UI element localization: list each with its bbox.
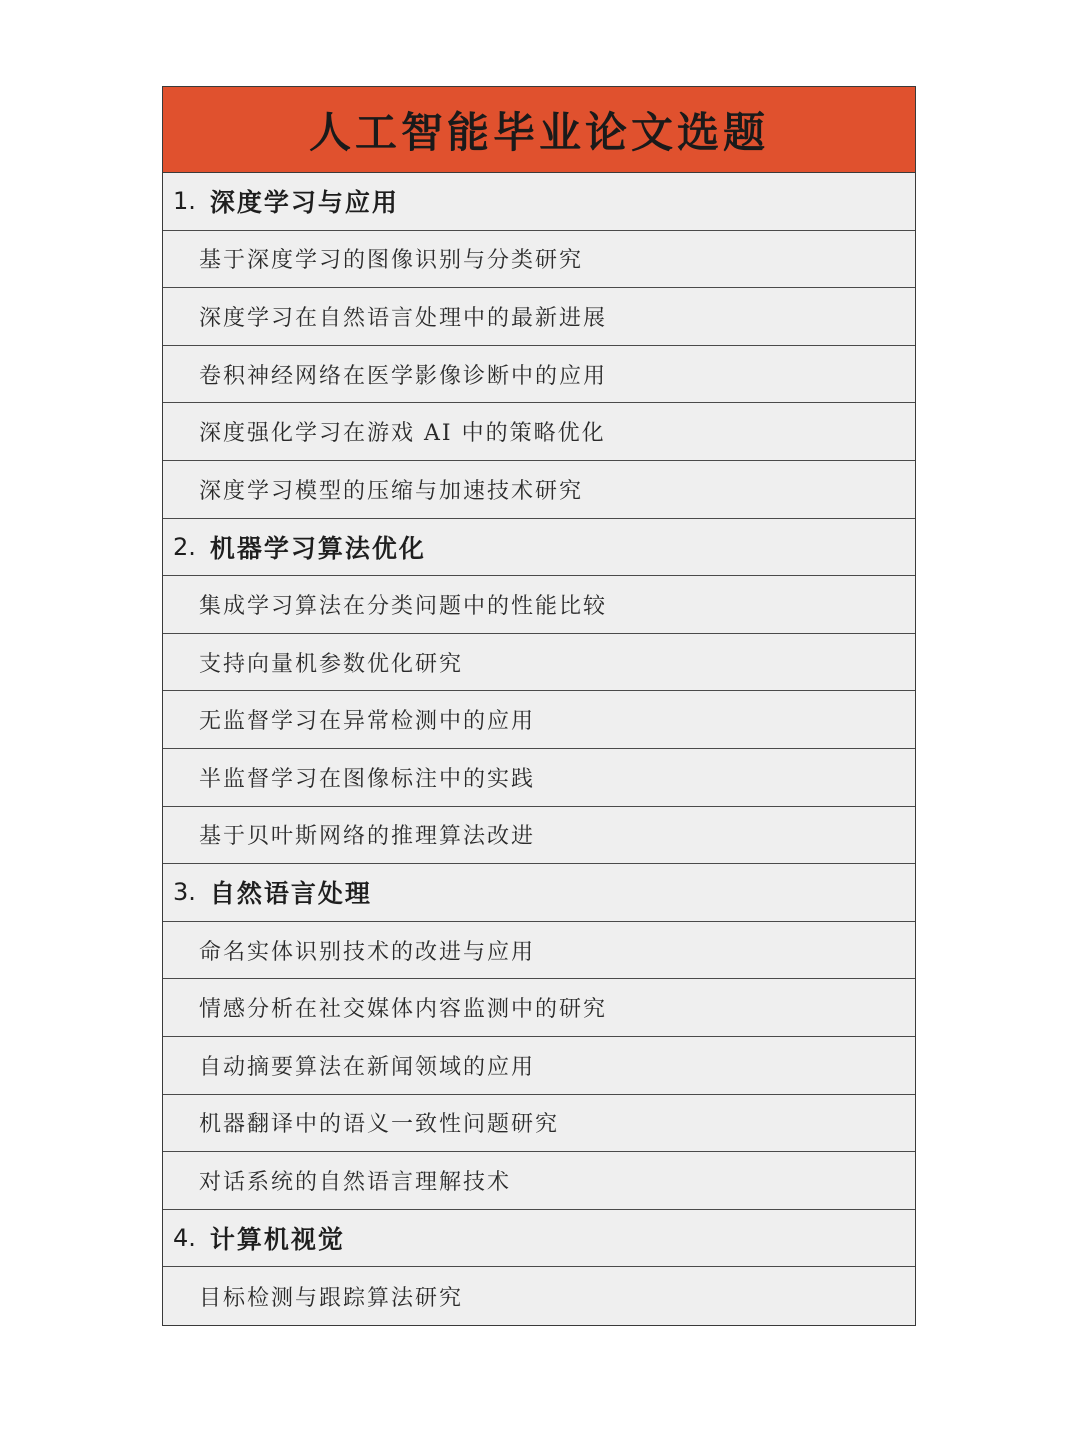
topic-row: [163, 1152, 915, 1210]
topic-table: [162, 86, 916, 1326]
topic-text: 对话系统的自然语言理解技术: [199, 1169, 512, 1195]
section-number: 3.: [173, 878, 196, 907]
topic-row: [163, 634, 915, 692]
topic-text: 深度学习模型的压缩与加速技术研究: [199, 478, 584, 504]
topic-list: [163, 173, 915, 1325]
section-heading: 计算机视觉: [209, 1224, 345, 1254]
topic-row: [163, 231, 915, 289]
topic-row: [163, 403, 915, 461]
section-header: [163, 1210, 915, 1268]
topic-row: [163, 461, 915, 519]
topic-text: 命名实体识别技术的改进与应用: [199, 939, 536, 965]
topic-row: [163, 346, 915, 404]
topic-row: [163, 576, 915, 634]
topic-row: [163, 1267, 915, 1325]
topic-row: [163, 1037, 915, 1095]
topic-text: 卷积神经网络在医学影像诊断中的应用: [199, 363, 608, 389]
topic-text: 无监督学习在异常检测中的应用: [199, 709, 536, 735]
section-heading: 深度学习与应用: [209, 188, 399, 218]
section-header: [163, 173, 915, 231]
section-number: 2.: [173, 532, 196, 561]
topic-text: 集成学习算法在分类问题中的性能比较: [199, 593, 608, 619]
topic-text: 目标检测与跟踪算法研究: [199, 1285, 464, 1311]
section-header: [163, 864, 915, 922]
topic-text: 深度强化学习在游戏 AI 中的策略优化: [199, 421, 606, 447]
topic-text: 情感分析在社交媒体内容监测中的研究: [199, 997, 608, 1023]
topic-text: 半监督学习在图像标注中的实践: [199, 766, 536, 792]
section-heading: 自然语言处理: [209, 879, 372, 909]
topic-row: [163, 691, 915, 749]
topic-text: 自动摘要算法在新闻领域的应用: [199, 1054, 536, 1080]
topic-text: 基于深度学习的图像识别与分类研究: [199, 248, 584, 274]
topic-text: 机器翻译中的语义一致性问题研究: [199, 1112, 560, 1138]
topic-row: [163, 1095, 915, 1153]
section-header: [163, 519, 915, 577]
topic-text: 支持向量机参数优化研究: [199, 651, 464, 677]
section-number: 4.: [173, 1223, 196, 1252]
section-heading: 机器学习算法优化: [209, 533, 426, 563]
title-bar: [163, 87, 915, 173]
topic-row: [163, 807, 915, 865]
topic-row: [163, 922, 915, 980]
topic-text: 基于贝叶斯网络的推理算法改进: [199, 824, 536, 850]
topic-row: [163, 288, 915, 346]
topic-text: 深度学习在自然语言处理中的最新进展: [199, 305, 608, 331]
topic-row: [163, 749, 915, 807]
topic-row: [163, 979, 915, 1037]
page-title: 人工智能毕业论文选题: [308, 107, 769, 157]
section-number: 1.: [173, 187, 196, 216]
